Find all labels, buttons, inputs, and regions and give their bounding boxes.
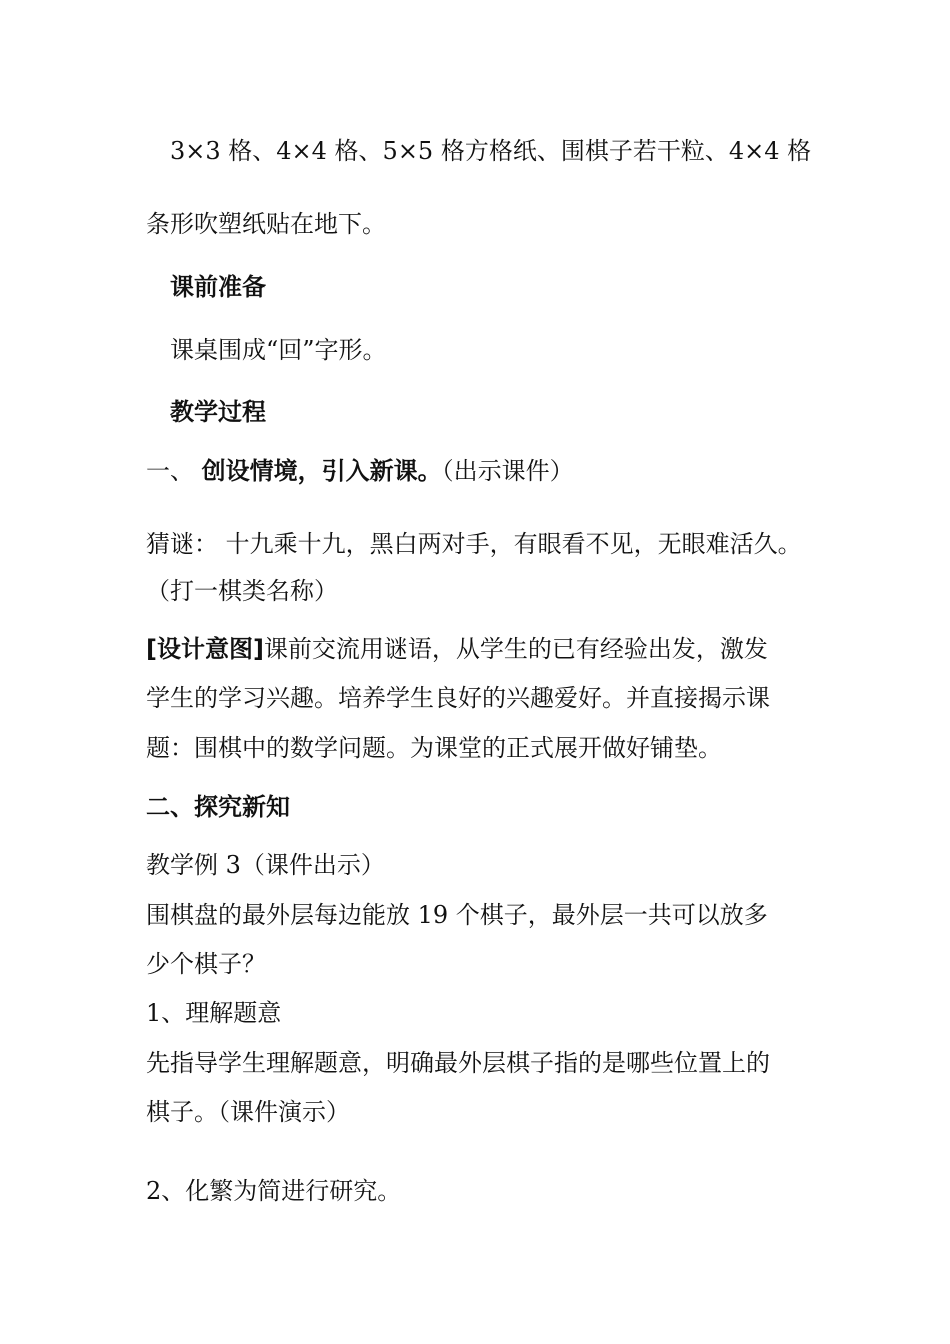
step-2-title: 2、化繁为简进行研究。 [146,1177,402,1205]
step-1-line-2: 棋子。（课件演示） [146,1098,350,1126]
example-question-line-2: 少个棋子？ [146,950,266,978]
pre-class-text: 课桌围成“回”字形。 [170,336,387,364]
pre-class-heading: 课前准备 [170,273,266,301]
design-intent-label: [设计意图] [146,635,264,663]
section-2-heading: 二、探究新知 [146,793,290,821]
design-intent-line-3: 题：围棋中的数学问题。为课堂的正式展开做好铺垫。 [146,734,722,762]
riddle-line-1: 猜谜： 十九乘十九，黑白两对手，有眼看不见，无眼难活久。 [146,530,802,558]
step-1-line-1: 先指导学生理解题意，明确最外层棋子指的是哪些位置上的 [146,1049,770,1077]
step-1-title: 1、理解题意 [146,999,282,1027]
materials-line-2: 条形吹塑纸贴在地下。 [146,210,386,238]
section-1-note: （出示课件） [441,457,574,485]
materials-line-1: 3×3 格、4×4 格、5×5 格方格纸、围棋子若干粒、4×4 格 [170,137,812,165]
section-1-heading [146,456,574,486]
example-question-line-1: 围棋盘的最外层每边能放 19 个棋子，最外层一共可以放多 [146,901,768,929]
section-1-title: 创设情境，引入新课。 [201,457,442,485]
section-1-number: 一、 [146,457,194,485]
design-intent-line-1 [146,634,768,664]
example-title: 教学例 3（课件出示） [146,851,385,879]
design-intent-text: 课前交流用谜语，从学生的已有经验出发，激发 [263,635,768,663]
design-intent-line-2: 学生的学习兴趣。培养学生良好的兴趣爱好。并直接揭示课 [146,684,770,712]
process-heading: 教学过程 [170,398,266,426]
riddle-line-2: （打一棋类名称） [146,577,338,605]
